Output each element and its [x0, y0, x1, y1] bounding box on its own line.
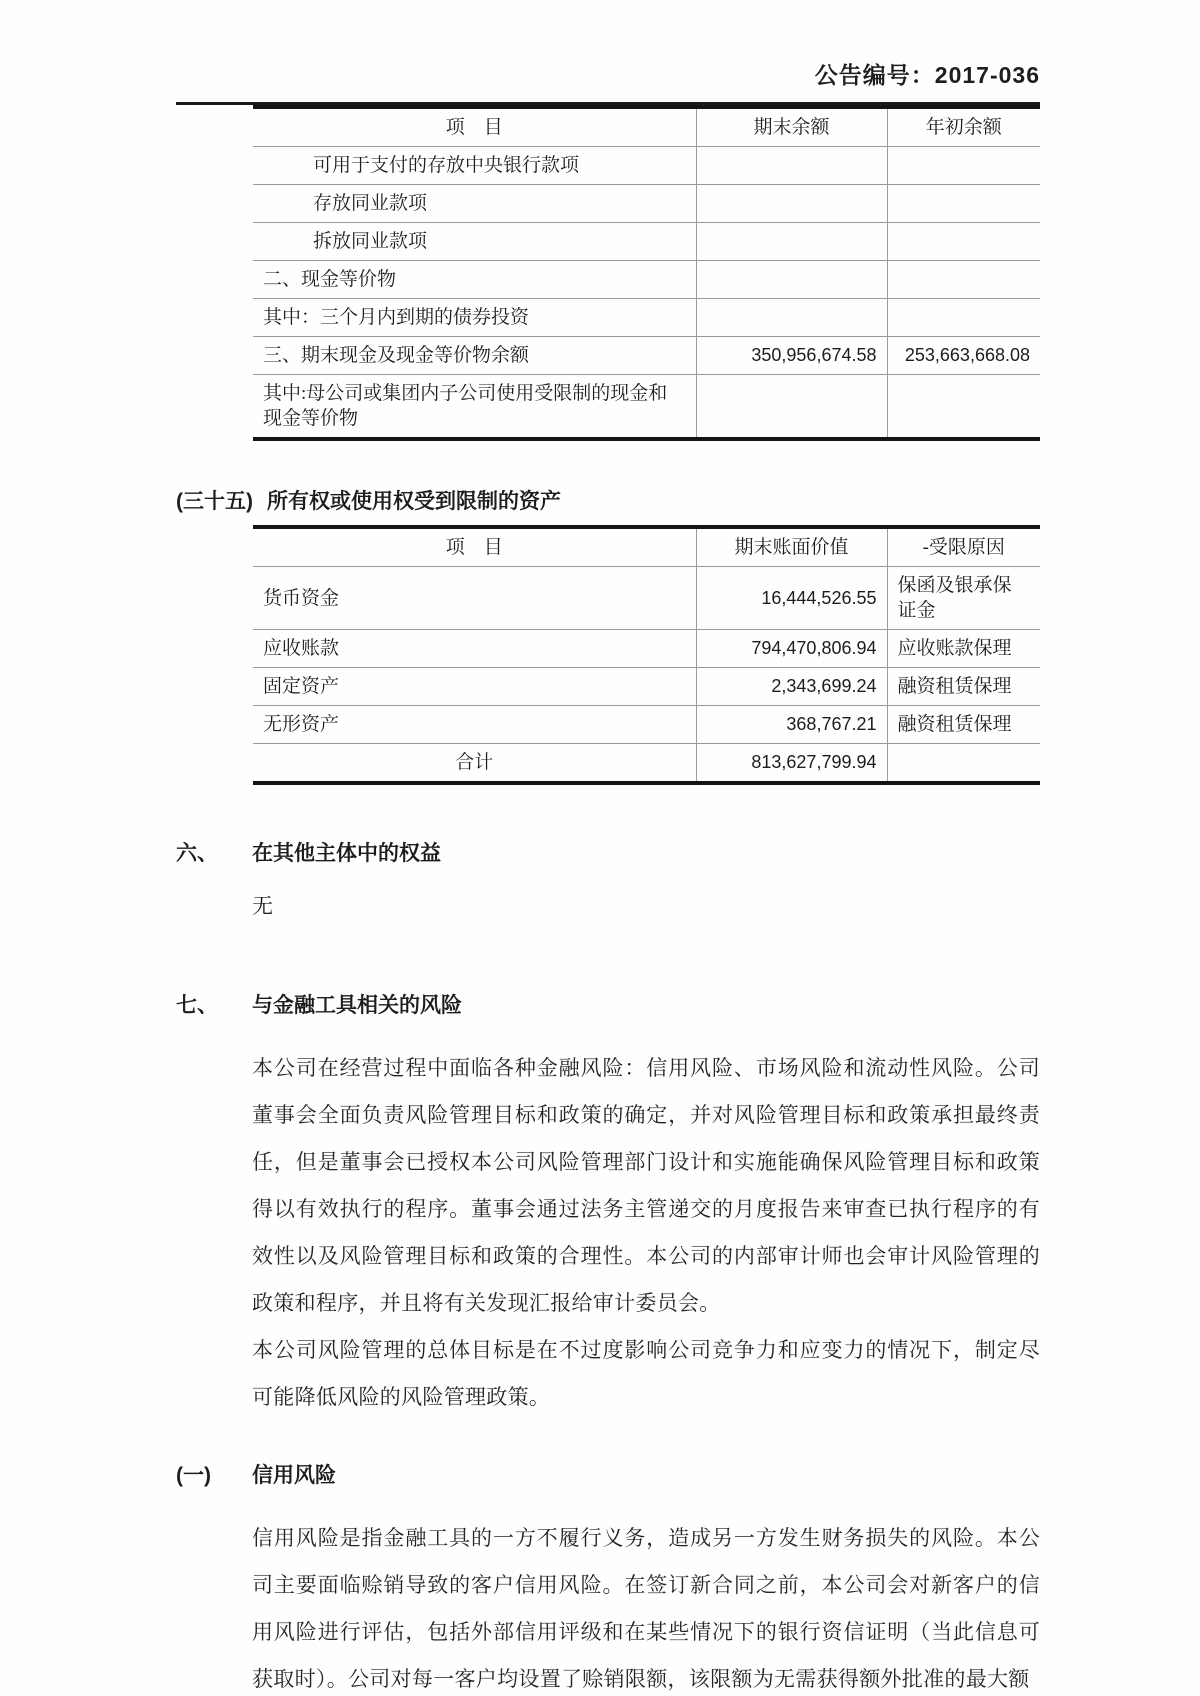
- table-header-row: [253, 527, 1040, 567]
- table-row: [253, 630, 1040, 668]
- cell-begin-balance: [887, 185, 1040, 223]
- cell-end-balance: [696, 261, 887, 299]
- cell-end-balance: [696, 185, 887, 223]
- cell-begin-balance: [887, 223, 1040, 261]
- col-header-item: 项 目: [445, 117, 503, 138]
- cell-item-label: 固定资产: [253, 668, 696, 706]
- cell-restriction-reason: 保函及银承保证金: [887, 567, 1040, 630]
- cell-end-balance: 350,956,674.58: [696, 337, 887, 375]
- table-row: [253, 223, 1040, 261]
- table-row: [253, 185, 1040, 223]
- cell-restriction-reason: 应收账款保理: [887, 630, 1040, 668]
- section-number: 七、: [176, 994, 218, 1017]
- cell-begin-balance: [887, 375, 1040, 440]
- cell-book-value: 794,470,806.94: [696, 630, 887, 668]
- table-total-row: [253, 744, 1040, 784]
- section-number: 六、: [176, 842, 218, 865]
- cell-total-reason: [887, 744, 1040, 784]
- cell-total-label: 合计: [253, 744, 696, 784]
- cell-item-label: 存放同业款项: [253, 185, 696, 223]
- document-header: [176, 60, 1040, 90]
- section-financial-instrument-risks: [176, 991, 1040, 1421]
- cell-item-label: 无形资产: [253, 706, 696, 744]
- section-title: 所有权或使用权受到限制的资产: [267, 490, 561, 513]
- cell-restriction-reason: 融资租赁保理: [887, 706, 1040, 744]
- section-interests-in-other-entities: [176, 839, 1040, 921]
- section-body-none: 无: [252, 894, 273, 918]
- table-row: [253, 299, 1040, 337]
- cell-begin-balance: [887, 261, 1040, 299]
- cell-book-value: 2,343,699.24: [696, 668, 887, 706]
- cell-book-value: 16,444,526.55: [696, 567, 887, 630]
- cell-item-label: 应收账款: [253, 630, 696, 668]
- cell-item-label: 二、现金等价物: [253, 261, 696, 299]
- table-row: [253, 261, 1040, 299]
- cell-restriction-reason: 融资租赁保理: [887, 668, 1040, 706]
- cell-end-balance: [696, 223, 887, 261]
- cell-begin-balance: 253,663,668.08: [887, 337, 1040, 375]
- section-title: 与金融工具相关的风险: [252, 994, 462, 1017]
- table-row: [253, 147, 1040, 185]
- cell-item-label: 可用于支付的存放中央银行款项: [253, 147, 696, 185]
- section-restricted-assets: [176, 487, 1040, 517]
- table-row: [253, 706, 1040, 744]
- section-credit-risk: [176, 1461, 1040, 1696]
- cell-item-label: 其中:母公司或集团内子公司使用受限制的现金和现金等价物: [253, 375, 696, 440]
- restricted-assets-table: [253, 525, 1040, 785]
- table-row: [253, 668, 1040, 706]
- table-row: [253, 567, 1040, 630]
- cell-begin-balance: [887, 147, 1040, 185]
- cell-item-label: 货币资金: [253, 567, 696, 630]
- section-title: 在其他主体中的权益: [252, 842, 441, 865]
- credit-risk-paragraph: 信用风险是指金融工具的一方不履行义务，造成另一方发生财务损失的风险。本公司主要面临赊销导致的客户信用风险。在签订新合同之前，本公司会对新客户的信用风险进行评估，包括外部信用评级和在某些情况下的银行资信证明（当此信息可获取时）。公司对每一客户均设置了赊销限额，该限额为无需获得额外批准的最大额: [252, 1526, 1040, 1691]
- risk-paragraph-1: 本公司在经营过程中面临各种金融风险：信用风险、市场风险和流动性风险。公司董事会全面负责风险管理目标和政策的确定，并对风险管理目标和政策承担最终责任，但是董事会已授权本公司风险管理部门设计和实施能确保风险管理目标和政策得以有效执行的程序。董事会通过法务主管递交的月度报告来审查已执行程序的有效性以及风险管理目标和政策的合理性。本公司的内部审计师也会审计风险管理的政策和程序，并且将有关发现汇报给审计委员会。: [252, 1056, 1040, 1315]
- section-number: (三十五): [176, 490, 253, 513]
- cell-book-value: 368,767.21: [696, 706, 887, 744]
- cell-item-label: 其中：三个月内到期的债券投资: [253, 299, 696, 337]
- announcement-number: 公告编号：2017-036: [814, 62, 1040, 88]
- col-header-restriction-reason: -受限原因: [887, 527, 1040, 567]
- table-header-row: [253, 107, 1040, 147]
- table-row: [253, 375, 1040, 440]
- col-header-book-value: 期末账面价值: [696, 527, 887, 567]
- cell-item-label: 三、期末现金及现金等价物余额: [253, 337, 696, 375]
- cell-end-balance: [696, 299, 887, 337]
- col-header-end-balance: 期末余额: [696, 107, 887, 147]
- section-number: (一): [176, 1464, 211, 1487]
- col-header-item: 项 目: [445, 537, 503, 558]
- risk-paragraph-2: 本公司风险管理的总体目标是在不过度影响公司竞争力和应变力的情况下，制定尽可能降低风险的风险管理政策。: [252, 1338, 1040, 1409]
- cell-end-balance: [696, 147, 887, 185]
- cell-total-book-value: 813,627,799.94: [696, 744, 887, 784]
- col-header-begin-balance: 年初余额: [887, 107, 1040, 147]
- cell-begin-balance: [887, 299, 1040, 337]
- cell-item-label: 拆放同业款项: [253, 223, 696, 261]
- cell-end-balance: [696, 375, 887, 440]
- section-title: 信用风险: [252, 1464, 336, 1487]
- table-row: [253, 337, 1040, 375]
- cash-equivalents-table: [253, 105, 1040, 441]
